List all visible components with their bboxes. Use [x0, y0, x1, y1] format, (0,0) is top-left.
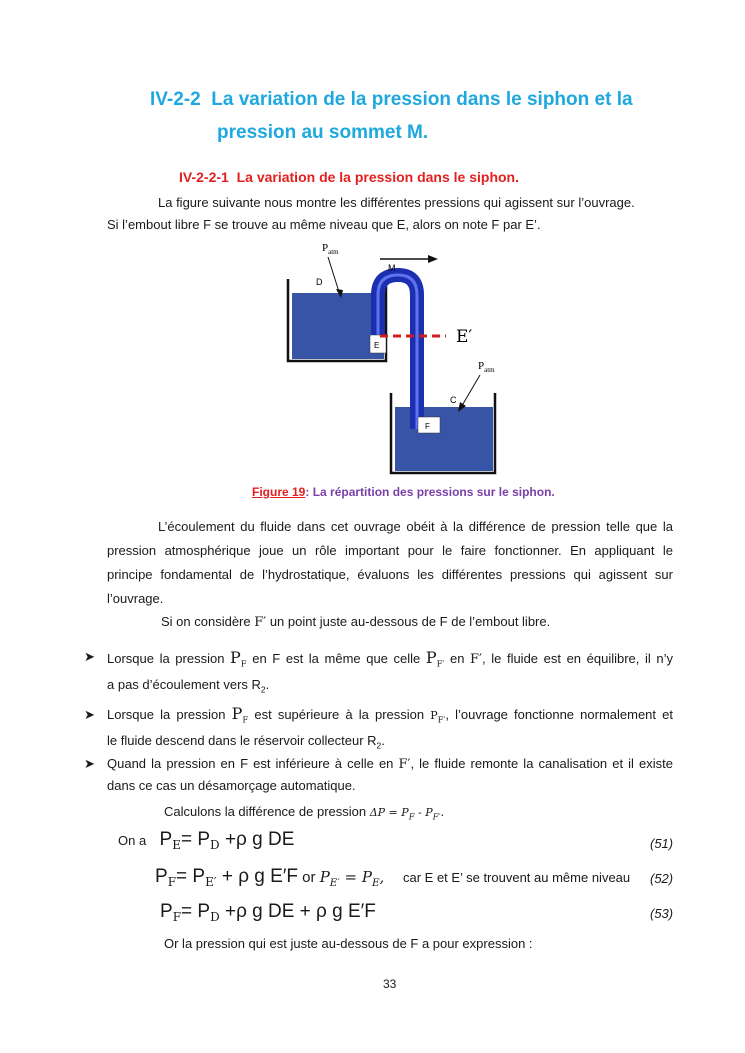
calc-line: Calculons la différence de pression $\Delta P = P_F - P_{F'}$. [164, 804, 445, 822]
label-e-prime: E′ [456, 327, 473, 347]
page-number: 33 [383, 977, 397, 991]
patm-arrow-d [328, 257, 340, 295]
eq53-number: (53) [650, 906, 674, 921]
eq52-note: car E et E’ se trouvent au même niveau [403, 870, 631, 885]
section-number: IV-2-2 [150, 89, 201, 110]
para1-line1: L’écoulement du fluide dans cet ouvrage obéit à la différence de pression telle que la [158, 519, 673, 534]
section-title-line2: pression au sommet M. [217, 122, 429, 143]
equation-52: $P_F= P_{E'} + \rho$ g E′F or $P_{E'} = P_E$, [155, 866, 385, 890]
bullet-2-line1: Lorsque la pression $P_F$ est supérieure à la pression $P_{F'}$, l’ouvrage fonctionne normalement et [107, 704, 673, 725]
eq51-prefix: On a [118, 833, 147, 848]
eq51-number: (51) [650, 836, 674, 851]
eq52-number: (52) [650, 871, 674, 886]
bullet-marker-3: ➤ [84, 756, 95, 771]
consider-line: Si on considère F′ un point juste au-dessous de F de l’embout libre. [161, 614, 551, 630]
bullet-2-line2: le fluide descend dans le réservoir collecteur $R_2$. [107, 733, 385, 751]
subsection-heading [179, 169, 519, 185]
bullet-3-line1: Quand la pression en F est inférieure à celle en F′, le fluide remonte la canalisation et il existe [107, 756, 673, 772]
label-m: M [388, 263, 396, 273]
label-c: C [450, 395, 457, 405]
label-e: E [374, 341, 380, 350]
bullet-1-line2: a pas d’écoulement vers $R_2$. [107, 677, 270, 695]
section-title-line1: La variation de la pression dans le siphon et la [211, 89, 633, 110]
subsection-number: IV-2-2-1 [179, 169, 229, 185]
para1-line3: principe fondamental de l’hydrostatique, évaluons les différentes pressions qui agissent sur [107, 567, 673, 582]
para1-line2: pression atmosphérique joue un rôle important pour le faire fonctionner. En appliquant le [107, 543, 673, 558]
section-heading-line2 [217, 121, 428, 145]
figure-caption-label: Figure 19 [252, 485, 306, 499]
intro-line1: La figure suivante nous montre les différentes pressions qui agissent sur l’ouvrage. [158, 195, 635, 210]
equation-51: On a $P_E= P_D +\rho$ g DE [118, 829, 295, 853]
patm-arrow-c [460, 375, 480, 409]
label-f: F [425, 422, 430, 431]
section-heading-line1 [150, 88, 710, 112]
para1-line4: l’ouvrage. [107, 591, 164, 606]
subsection-title: La variation de la pression dans le siphon. [236, 169, 519, 185]
bullet-marker-1: ➤ [84, 649, 95, 664]
label-d: D [316, 277, 323, 287]
tank-c-water [395, 407, 493, 471]
patm-label-d: $P_{atm}$ [322, 242, 339, 256]
bullet-3-line2: dans ce cas un désamorçage automatique. [107, 778, 356, 793]
intro-line2: Si l’embout libre F se trouve au même niveau que E, alors on note F par E’. [107, 217, 541, 232]
closing-line: Or la pression qui est juste au-dessous de F a pour expression : [164, 936, 533, 951]
figure-caption-text: : La répartition des pressions sur le siphon. [305, 485, 555, 499]
bullet-1-line1: Lorsque la pression $P_F$ en F est la même que celle $P_{F'}$ en F′, le fluide est en équilibre, il n’y [107, 648, 673, 669]
flow-arrow-head [428, 255, 438, 263]
patm-label-c: $P_{atm}$ [478, 360, 495, 374]
siphon-figure [280, 235, 520, 475]
figure-caption [252, 485, 555, 499]
f-prime-symbol: F′ [254, 615, 267, 630]
equation-53: $P_F= P_D +\rho$ g DE + ρ g E′F [160, 901, 376, 925]
bullet-marker-2: ➤ [84, 707, 95, 722]
